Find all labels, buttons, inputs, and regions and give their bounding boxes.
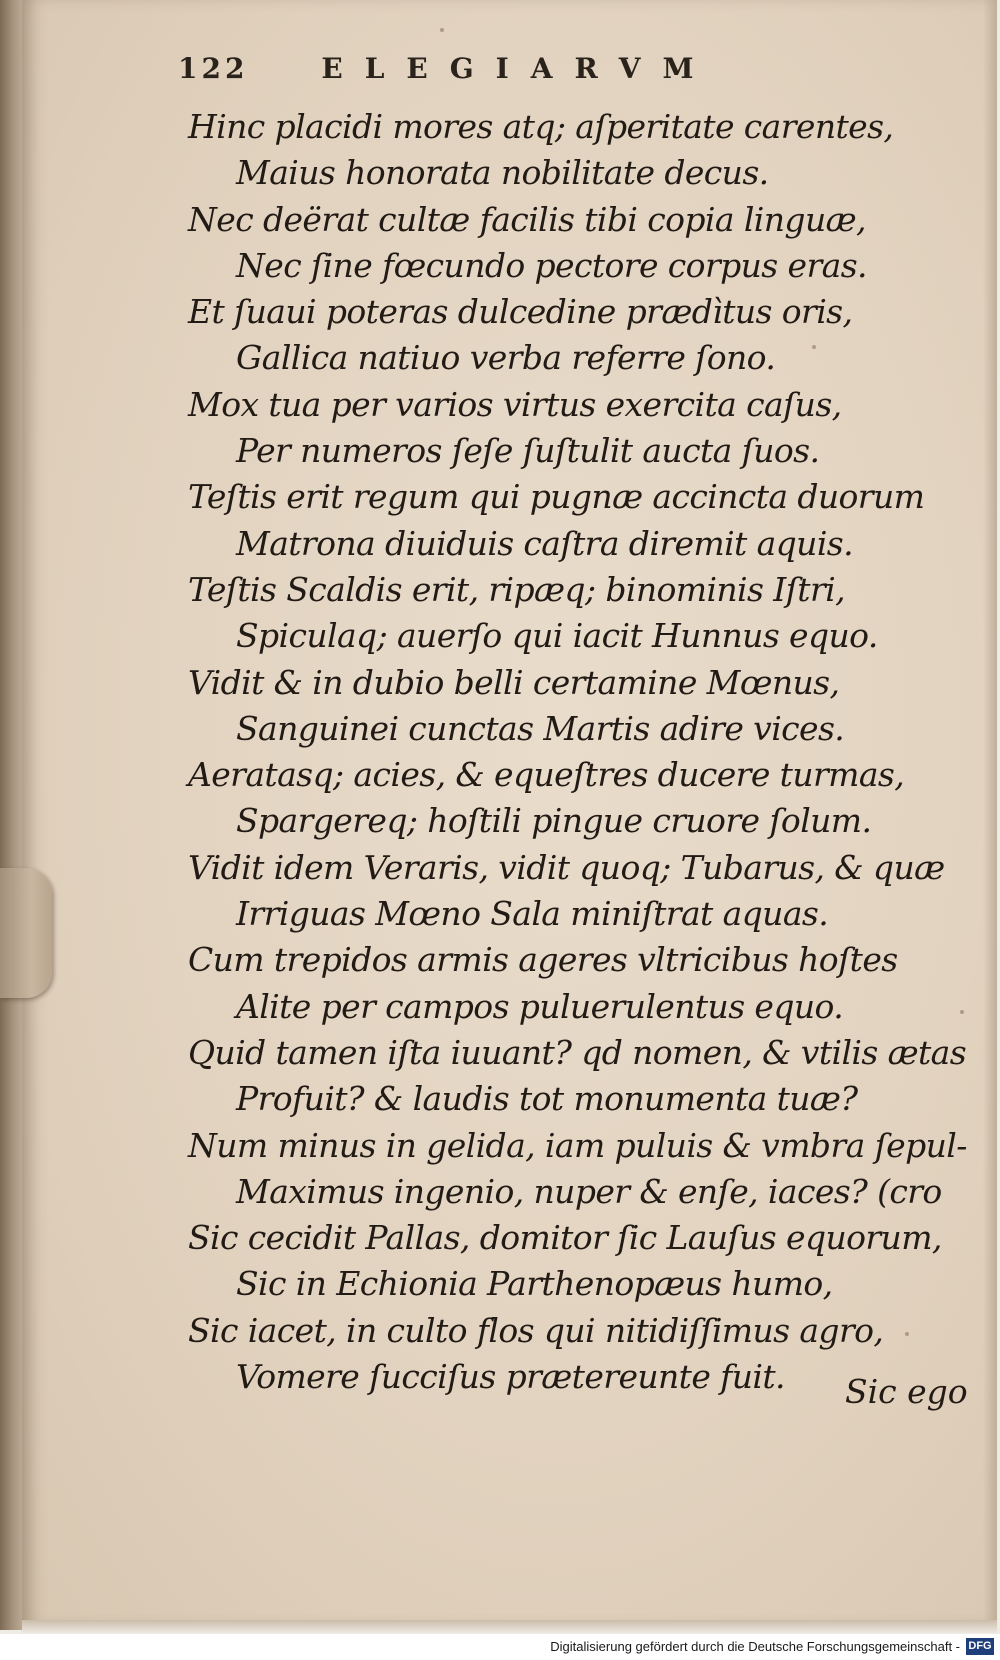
verse-line: Quid tamen iſta iuuant? qd nomen, & vtilis ætas	[188, 1032, 967, 1072]
verse-line: Irriguas Mœno Sala miniſtrat aquas.	[236, 894, 829, 934]
verse-line: Et ſuaui poteras dulcedine prædìtus oris,	[188, 292, 853, 332]
verse-line: Spiculaq; auerſo qui iacit Hunnus equo.	[236, 616, 878, 656]
verse-line: Alite per campos puluerulentus equo.	[236, 986, 844, 1026]
verse-line: Maximus ingenio, nuper & enſe, iaces? (cro	[236, 1171, 942, 1211]
paper-speck	[440, 28, 444, 32]
running-header	[178, 52, 715, 85]
catchword: Sic ego	[845, 1372, 968, 1411]
verse-line: Teſtis Scaldis erit, ripæq; binominis Iſtri,	[188, 569, 845, 609]
verse-line: Nec deërat cultæ facilis tibi copia linguæ,	[188, 199, 866, 239]
verse-line: Hinc placidi mores atq; aſperitate carentes,	[188, 107, 894, 146]
verse-line: Matrona diuiduis caſtra diremit aquis.	[236, 523, 854, 563]
page-clip	[0, 868, 52, 998]
funding-credit: Digitalisierung gefördert durch die Deutsche Forschungsgemeinschaft -	[550, 1639, 960, 1654]
verse-line: Aeratasq; acies, & equeſtres ducere turmas,	[188, 755, 905, 795]
verse-line: Maius honorata nobilitate decus.	[236, 153, 769, 193]
verse-line: Vidit idem Veraris, vidit quoq; Tubarus, & quæ	[188, 847, 945, 887]
verse-line: Per numeros ſeſe ſuſtulit aucta ſuos.	[236, 431, 820, 471]
verse-line: Nec ſine fœcundo pectore corpus eras.	[236, 245, 867, 285]
verse-line: Vomere ſucciſus prætereunte fuit.	[236, 1357, 785, 1397]
verse-text-block	[188, 104, 968, 1400]
verse-line: Teſtis erit regum qui pugnæ accincta duorum	[188, 477, 925, 517]
digitization-footer	[0, 1634, 1000, 1660]
verse-line: Cum trepidos armis ageres vltricibus hoſtes	[188, 940, 898, 980]
verse-line: Sic iacet, in culto flos qui nitidiſſimus agro,	[188, 1310, 884, 1350]
page-bottom-edge	[22, 1620, 997, 1634]
verse-line: Profuit? & laudis tot monumenta tuæ?	[236, 1079, 858, 1119]
page-number: 122	[178, 52, 249, 85]
verse-line: Spargereq; hoſtili pingue cruore ſolum.	[236, 801, 872, 841]
verse-line: Mox tua per varios virtus exercita caſus,	[188, 384, 842, 424]
verse-line: Num minus in gelida, iam puluis & vmbra ſepul-	[188, 1125, 967, 1165]
page-edge-shadow	[983, 0, 997, 1625]
verse-line: Vidit & in dubio belli certamine Mœnus,	[188, 662, 840, 702]
verse-line: Gallica natiuo verba referre ſono.	[236, 338, 776, 378]
verse-line: Sic in Echionia Parthenopæus humo,	[236, 1264, 833, 1304]
verse-line: Sanguinei cunctas Martis adire vices.	[236, 708, 845, 748]
verse-line: Sic cecidit Pallas, domitor ſic Lauſus equorum,	[188, 1218, 942, 1258]
running-title: ELEGIARVM	[321, 52, 716, 85]
dfg-logo: DFG	[966, 1638, 994, 1655]
